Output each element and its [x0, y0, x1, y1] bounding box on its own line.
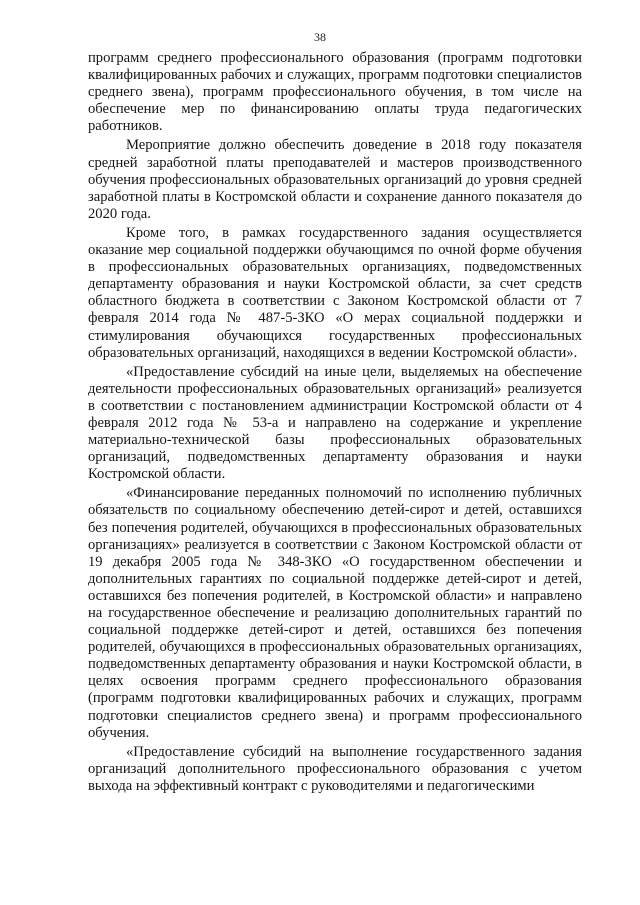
- paragraph-orphans-financing: «Финансирование переданных полномочий по исполнению публичных обязательств по социальному обеспечению детей-сирот и детей, оставшихся без попечения родителей, обучающихся в профессиональных образовательных организациях» реализуется в соответствии с Законом Костромской области от 19 декабря 2005 года № 348-ЗКО «О государственном обеспечении и дополнительных гарантиях по социальной поддержке детей-сирот и детей, оставшихся без попечения родителей, в Костромской области» и направлено на государственное обеспечение и реализацию дополнительных гарантий по социальной поддержке детей-сирот и детей, оставшихся без попечения родителей, обучающихся в профессиональных образовательных организациях, подведомственных департаменту образования и науки Костромской области, в целях освоения программ среднего профессионального образования (программ подготовки квалифицированных рабочих и служащих, программ подготовки специалистов среднего звена) и программ профессионального обучения.: [88, 485, 582, 741]
- paragraph-subsidies-other: «Предоставление субсидий на иные цели, выделяемых на обеспечение деятельности профессиональных образовательных организаций» реализуется в соответствии с постановлением администрации Костромской области от 4 февраля 2012 года № 53-а и направлено на содержание и укрепление материально-технической базы профессиональных образовательных организаций, подведомственных департаменту образования и науки Костромской области.: [88, 363, 582, 483]
- page-number: 38: [314, 30, 326, 44]
- paragraph-salary-target: Мероприятие должно обеспечить доведение в 2018 году показателя средней заработной платы преподавателей и мастеров производственного обучения профессиональных образовательных организаций до уровня средней заработной платы в Костромской области и сохранение данного показателя до 2020 года.: [88, 137, 582, 222]
- document-body: [88, 50, 582, 795]
- paragraph-social-support: Кроме того, в рамках государственного задания осуществляется оказание мер социальной поддержки обучающимся по очной форме обучения в профессиональных образовательных организациях, подведомственных департаменту образования и науки Костромской области, за счет средств областного бюджета в соответствии с Законом Костромской области от 7 февраля 2014 года № 487-5-ЗКО «О мерах социальной поддержки и стимулирования обучающихся государственных профессиональных образовательных организаций, находящихся в ведении Костромской области».: [88, 224, 582, 361]
- paragraph-continuation: программ среднего профессионального образования (программ подготовки квалифицированных рабочих и служащих, программ подготовки специалистов среднего звена), программ профессионального обучения, в том числе на обеспечение мер по финансированию оплаты труда педагогических работников.: [88, 50, 582, 135]
- paragraph-state-assignment: «Предоставление субсидий на выполнение государственного задания организаций дополнительного профессионального образования с учетом выхода на эффективный контракт с руководителями и педагогическими: [88, 743, 582, 794]
